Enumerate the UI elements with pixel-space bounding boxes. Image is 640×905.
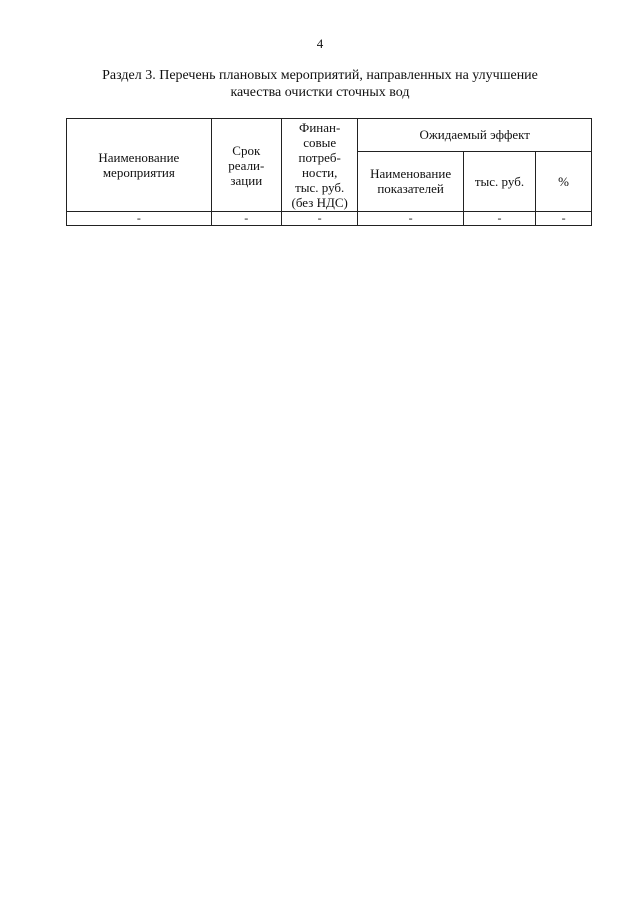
header-implementation-term — [211, 119, 281, 212]
header-text: Финан- — [299, 120, 341, 135]
header-text: зации — [230, 172, 263, 188]
header-text: (без НДС) — [291, 195, 348, 210]
table-cell: - — [281, 212, 357, 226]
table-cell: - — [463, 212, 535, 226]
page-number: 4 — [316, 36, 324, 51]
header-text: реали- — [228, 157, 265, 173]
header-text: потреб- — [298, 150, 341, 165]
header-percent: % — [536, 151, 592, 211]
section-title-line-1: Раздел 3. Перечень плановых мероприятий, направленных на улучшение — [102, 68, 538, 83]
header-text: Срок — [232, 142, 261, 158]
header-text: мероприятия — [102, 165, 175, 180]
table-cell: - — [67, 212, 212, 226]
table-cell: - — [358, 212, 463, 226]
header-financial-needs — [281, 119, 357, 212]
table-cell: - — [211, 212, 281, 226]
header-text: показателей — [377, 181, 444, 197]
header-text: Наименование — [98, 150, 180, 165]
planned-measures-table — [66, 118, 592, 226]
header-text: совые — [303, 135, 337, 150]
section-title — [40, 67, 600, 101]
header-text: Наименование — [370, 166, 452, 182]
header-text: тыс. руб. — [295, 180, 345, 195]
header-text: ности, — [301, 165, 338, 180]
header-thousand-rub: тыс. руб. — [463, 151, 535, 211]
header-measure-name — [67, 119, 212, 212]
header-indicators-name — [358, 151, 463, 211]
table-row — [67, 212, 592, 226]
table-cell: - — [536, 212, 592, 226]
section-title-line-2: качества очистки сточных вод — [230, 85, 410, 100]
header-expected-effect: Ожидаемый эффект — [358, 119, 592, 152]
